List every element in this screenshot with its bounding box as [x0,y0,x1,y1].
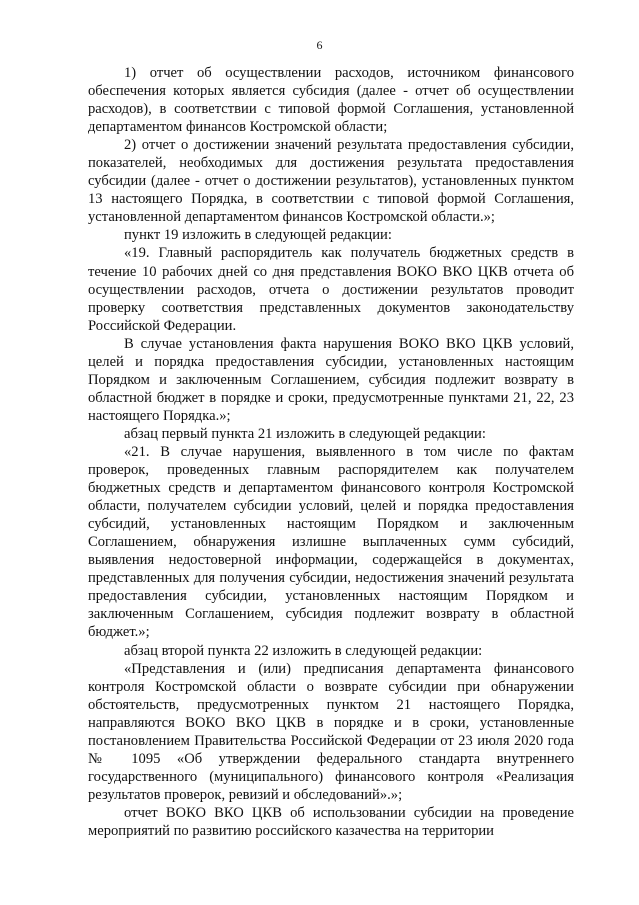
paragraph-report-cossack: отчет ВОКО ВКО ЦКВ об использовании субсидии на проведение мероприятий по развитию российского казачества на территории [88,804,574,839]
paragraph-point-21: «21. В случае нарушения, выявленного в том числе по фактам проверок, проведенных главным распорядителем как получателем бюджетных средств и департаментом финансового контроля Костромской области, получателем субсидии условий, целей и порядка предоставления субсидий, установленных настоящим Порядком и заключенным Соглашением, обнаружения излишне выплаченных сумм субсидий, выявления недостоверной информации, содержащейся в документах, представленных для получения субсидии, недостижения значений результата предоставления субсидии, установленных настоящим Порядком и заключенным Соглашением, субсидия подлежит возврату в областной бюджет.»; [88,443,574,641]
paragraph-report-results: 2) отчет о достижении значений результата предоставления субсидии, показателей, необходимых для достижения результата предоставления субсидии (далее - отчет о достижении результатов), установленных пунктом 13 настоящего Порядка, в соответствии с типовой формой Соглашения, установленной департаментом финансов Костромской области.»; [88,137,574,226]
paragraph-violation-return: В случае установления факта нарушения ВОКО ВКО ЦКВ условий, целей и порядка предоставления субсидии, установленных настоящим Порядком и заключенным Соглашением, субсидия подлежит возврату в областной бюджет в порядке и сроки, предусмотренные пунктами 21, 22, 23 настоящего Порядка.»; [88,335,574,424]
paragraph-report-expenses: 1) отчет об осуществлении расходов, источником финансового обеспечения которых является субсидия (далее - отчет об осуществлении расходов), в соответствии с типовой формой Соглашения, установленной департаментом финансов Костромской области; [88,65,574,136]
paragraph-amend-point-22: абзац второй пункта 22 изложить в следующей редакции: [124,642,483,659]
paragraph-amend-point-19: пункт 19 изложить в следующей редакции: [124,227,392,244]
document-body [88,64,574,840]
paragraph-point-22: «Представления и (или) предписания департамента финансового контроля Костромской области о возврате субсидии при обнаружении обстоятельств, предусмотренных пунктом 21 настоящего Порядка, направляются ВОКО ВКО ЦКВ в порядке и в сроки, установленные постановлением Правительства Российской Федерации от 23 июля 2020 года № 1095 «Об утверждении федерального стандарта внутреннего государственного (муниципального) финансового контроля «Реализация результатов проверок, ревизий и обследований».»; [88,660,574,803]
page-number: 6 [316,38,323,52]
paragraph-amend-point-21: абзац первый пункта 21 изложить в следующей редакции: [124,425,486,442]
paragraph-point-19: «19. Главный распорядитель как получатель бюджетных средств в течение 10 рабочих дней со дня представления ВОКО ВКО ЦКВ отчета об осуществлении расходов, отчета о достижении результатов проводит проверку соответствия представленных документов законодательству Российской Федерации. [88,245,574,334]
